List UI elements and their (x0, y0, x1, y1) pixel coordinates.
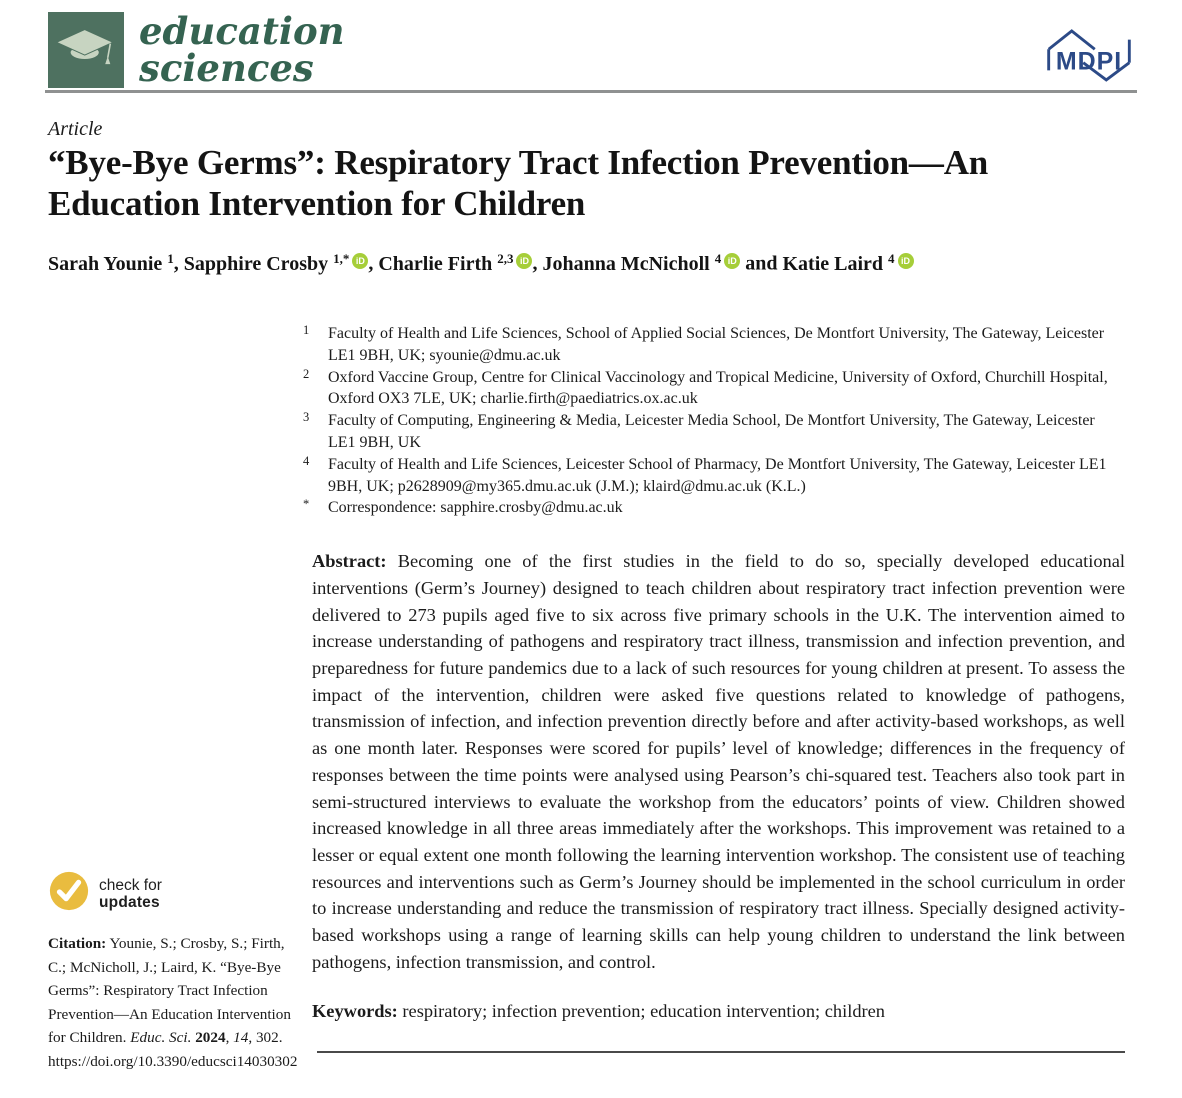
orcid-icon[interactable]: iD (724, 253, 740, 269)
keywords-text: respiratory; infection prevention; education intervention; children (397, 1001, 886, 1022)
article-front-matter (303, 323, 1125, 1053)
check-circle-icon (48, 870, 90, 917)
check-for-updates-label (99, 877, 162, 911)
orcid-icon[interactable]: iD (352, 253, 368, 269)
doi-link[interactable]: https://doi.org/10.3390/educsci14030302 (48, 1052, 298, 1070)
sidebar (48, 870, 302, 1089)
affiliation-marker: 3 (303, 410, 310, 425)
header-divider (45, 90, 1137, 93)
affiliation-marker: 4 (303, 453, 310, 468)
mdpi-logo-text: MDPI (1055, 47, 1123, 76)
orcid-icon[interactable]: iD (898, 253, 914, 269)
affiliation-marker: 2 (303, 366, 310, 381)
orcid-icon[interactable]: iD (516, 253, 532, 269)
graduation-cap-icon (48, 12, 124, 88)
badge-line1: check for (99, 876, 162, 894)
article-title-line: “Bye-Bye Germs”: Respiratory Tract Infection Prevention—An (48, 143, 989, 182)
mdpi-logo[interactable] (1041, 12, 1137, 91)
citation-label: Citation: (48, 935, 107, 952)
affiliation-row (303, 453, 1125, 498)
author-name: Sapphire Crosby $^{1,*}$ iD (184, 253, 369, 275)
affiliation-row (303, 497, 1125, 519)
affiliation-row (303, 366, 1125, 411)
author-name: Charlie Firth $^{2,3}$ iD (378, 253, 532, 275)
citation-segment: , (225, 1029, 234, 1047)
author-name: Johanna McNicholl $^4$ iD (542, 253, 740, 275)
badge-line2: updates (99, 893, 160, 911)
front-matter-divider (317, 1051, 1125, 1053)
citation-segment: , 302. (248, 1029, 283, 1047)
author-name: Sarah Younie $^1$ (48, 251, 174, 275)
abstract-text: Becoming one of the first studies in the field to do so, specially developed educational interventions (Germ’s Journey) designed to teach children about respiratory tract infection prevention were delivered to 273 pupils aged five to six across five primary schools in the U.K. The intervention aimed to increase understanding of pathogens and respiratory tract illness, transmission and infection prevention, and preparedness for future pandemics due to a lack of such resources for young children at present. To assess the impact of the intervention, children were asked five questions related to knowledge of pathogens, transmission of infection, and infection prevention directly before and after activity-based workshops, as well as one month later. Responses were scored for pupils’ level of knowledge; differences in the frequency of responses between the time points were analysed using Pearson’s chi-squared test. Teachers also took part in semi-structured interviews to evaluate the workshop from the educators’ points of view. Children showed increased knowledge in all three areas immediately after the workshops. This improvement was retained to a lesser or equal extent one month following the learning intervention workshop. The consistent use of teaching resources and interventions such as Germ’s Journey should be implemented in the school curriculum in order to increase understanding and reduce the transmission of respiratory tract illness. Specially designed activity-based workshops using a range of learning skills can help young children to understand the link between pathogens, infection transmission, and control. (312, 551, 1125, 972)
affiliation-text: Faculty of Health and Life Sciences, Leicester School of Pharmacy, De Montfort University, The Gateway, Leicester LE1 9BH, UK; p2628909@my365.dmu.ac.uk (J.M.); klaird@dmu.ac.uk (K.L.) (328, 455, 1107, 495)
page-title (48, 142, 1138, 224)
citation-segment: 14 (233, 1029, 249, 1047)
affiliation-list (303, 323, 1125, 519)
article-title-line: Education Intervention for Children (48, 184, 586, 223)
affiliation-text: Oxford Vaccine Group, Centre for Clinical Vaccinology and Tropical Medicine, University of Oxford, Churchill Hospital, Oxford OX3 7LE, UK; charlie.firth@paediatrics.ox.ac.uk (328, 368, 1108, 408)
citation-segment: Educ. Sci. (130, 1029, 196, 1047)
citation-segment: Younie, S.; Crosby, S.; Firth, C.; McNicholl, J.; Laird, K. “Bye-Bye Germs”: Respiratory Tract Infection Prevention—An Education Intervention for Children. (48, 935, 291, 1047)
citation-segment: 2024 (195, 1029, 226, 1047)
affiliation-text: Faculty of Computing, Engineering & Media, Leicester Media School, De Montfort University, The Gateway, Leicester LE1 9BH, UK (328, 412, 1095, 451)
affiliation-marker: 1 (303, 323, 310, 337)
affiliation-marker: * (303, 497, 310, 512)
journal-header (48, 9, 1137, 90)
journal-name-line1: education (139, 9, 345, 53)
citation-text (48, 935, 297, 1070)
author-list: Sarah Younie $^1$, Sapphire Crosby $^{1,*}$ iD , Charlie Firth $^{2,3}$ iD , Johanna McNicholl $^4$ iD and Katie Laird $^4$ iD (48, 250, 1138, 276)
affiliation-row (303, 323, 1125, 367)
journal-name-line2: sciences (139, 46, 314, 90)
citation-block (48, 932, 302, 1074)
author-name: Katie Laird $^4$ iD (782, 253, 913, 275)
keywords (312, 1001, 1125, 1022)
affiliation-row (303, 410, 1125, 454)
article-type-label: Article (48, 118, 103, 140)
journal-logo[interactable] (48, 9, 345, 90)
check-for-updates-badge[interactable] (48, 870, 302, 917)
keywords-label: Keywords: (312, 1001, 398, 1022)
affiliation-text: Faculty of Health and Life Sciences, School of Applied Social Sciences, De Montfort University, The Gateway, Leicester LE1 9BH, UK; syounie@dmu.ac.uk (328, 325, 1105, 364)
affiliation-text: Correspondence: sapphire.crosby@dmu.ac.uk (328, 499, 623, 517)
abstract-label: Abstract: (312, 551, 387, 572)
abstract (312, 548, 1125, 975)
journal-name (139, 9, 345, 90)
